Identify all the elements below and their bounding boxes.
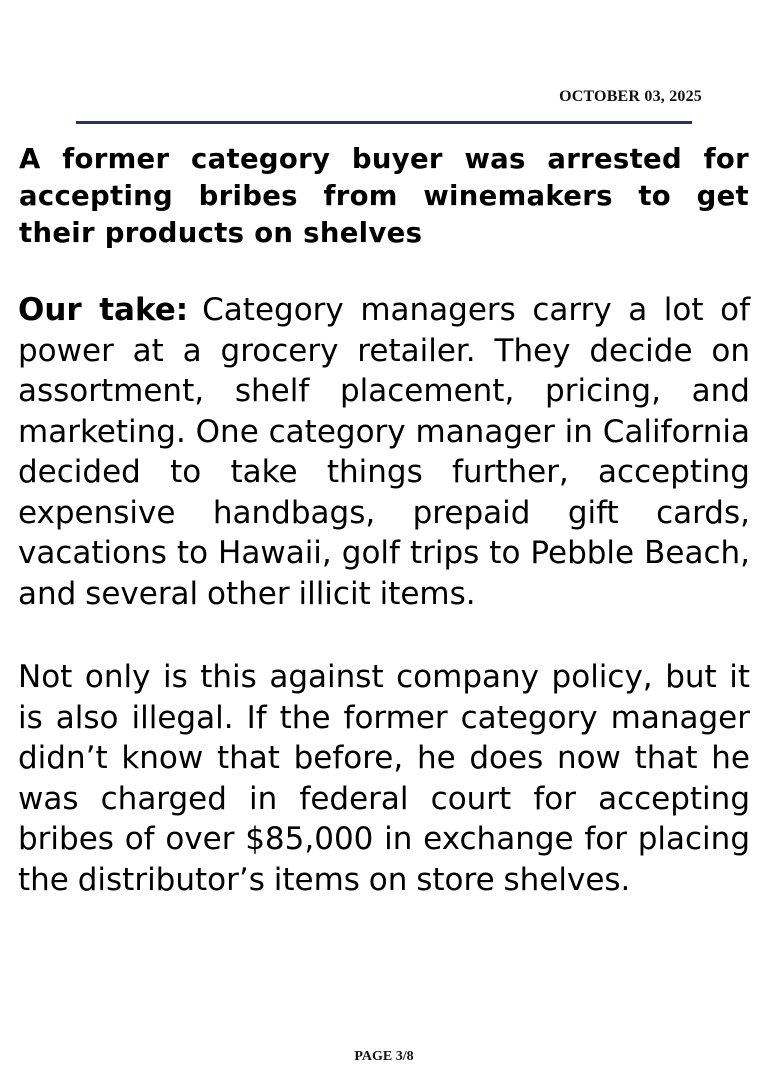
body-paragraph: Not only is this against company policy, but it is also illegal. If the former category manager didn’t know that before, he does now that he was charged in federal court for accepting bribes of over $85,000 in exchange for placing the distributor’s items on store shelves. — [18, 659, 750, 898]
our-take-text: Category managers carry a lot of power at a grocery retailer. They decide on assortment, shelf placement, pricing, and marketing. One category manager in California decided to take things further, accepting expensive handbags, prepaid gift cards, vacations to Hawaii, golf trips to Pebble Beach, and several other illicit items. — [18, 292, 750, 612]
page-number: PAGE 3/8 — [354, 1049, 414, 1064]
header-divider — [76, 121, 692, 124]
publication-date: OCTOBER 03, 2025 — [559, 88, 702, 105]
our-take-label: Our take: — [18, 292, 189, 328]
our-take-paragraph — [18, 290, 750, 614]
article-headline: A former category buyer was arrested for accepting bribes from winemakers to get their products on shelves — [19, 143, 749, 249]
